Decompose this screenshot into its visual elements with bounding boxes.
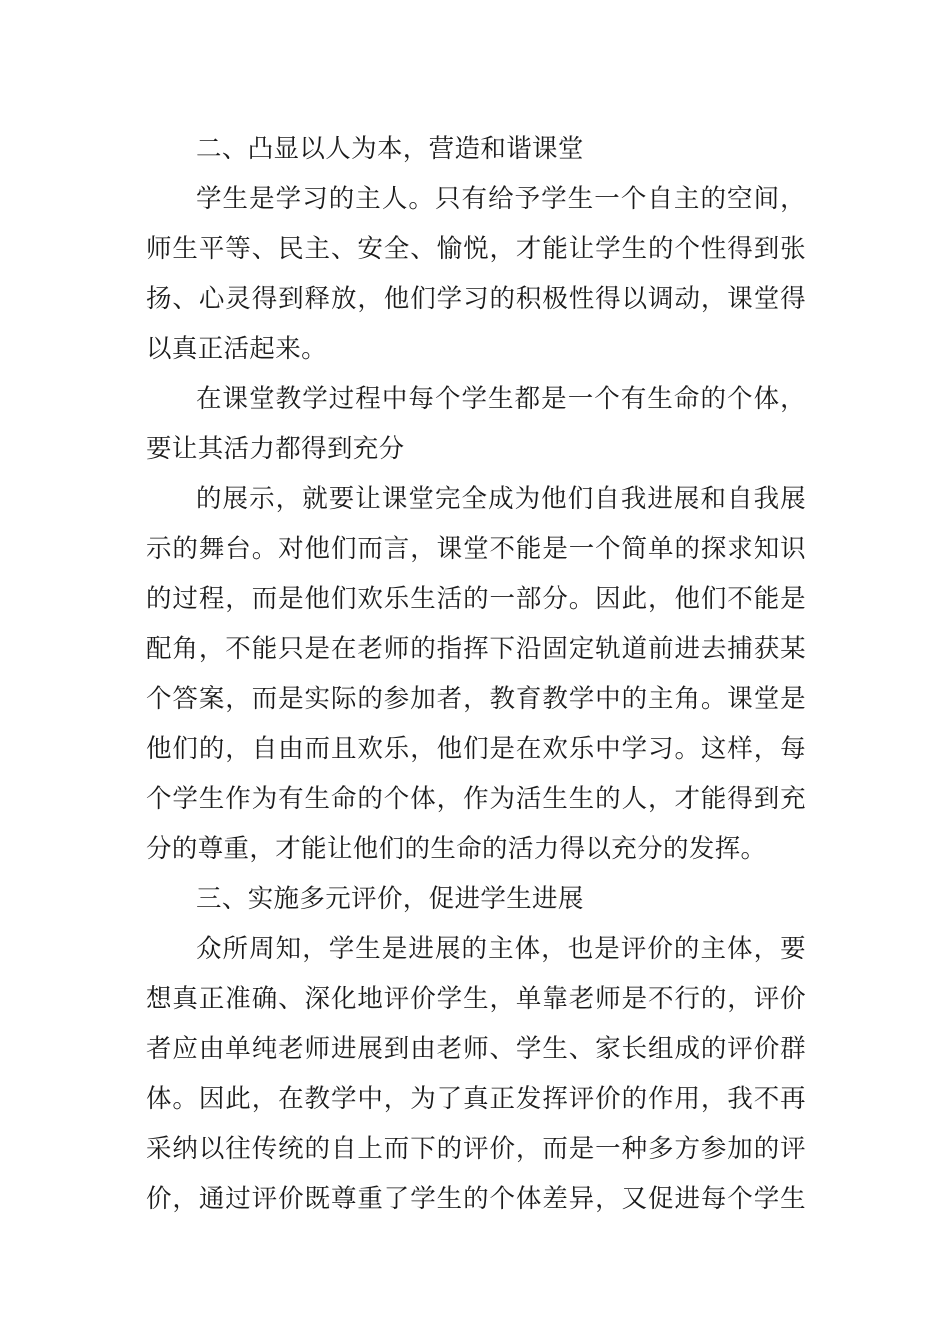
paragraph-line: 个学生作为有生命的个体，作为活生生的人，才能得到充 (146, 784, 806, 814)
paragraph-line: 在课堂教学过程中每个学生都是一个有生命的个体， (196, 384, 806, 414)
paragraph-line: 扬、心灵得到释放，他们学习的积极性得以调动，课堂得 (146, 284, 806, 314)
paragraph-line: 的展示，就要让课堂完全成为他们自我进展和自我展 (196, 484, 806, 514)
paragraph-line: 分的尊重，才能让他们的生命的活力得以充分的发挥。 (146, 834, 767, 864)
paragraph-line: 师生平等、民主、安全、愉悦，才能让学生的个性得到张 (146, 234, 806, 264)
paragraph-line: 体。因此，在教学中，为了真正发挥评价的作用，我不再 (146, 1084, 806, 1114)
paragraph-line: 价，通过评价既尊重了学生的个体差异，又促进每个学生 (146, 1184, 806, 1214)
paragraph-line: 者应由单纯老师进展到由老师、学生、家长组成的评价群 (146, 1034, 806, 1064)
paragraph-line: 想真正准确、深化地评价学生，单靠老师是不行的，评价 (146, 984, 806, 1014)
paragraph-line: 配角，不能只是在老师的指挥下沿固定轨道前进去捕获某 (146, 634, 806, 664)
paragraph-line: 以真正活起来。 (146, 334, 327, 364)
paragraph-line: 采纳以往传统的自上而下的评价，而是一种多方参加的评 (146, 1134, 806, 1164)
section-heading-3: 三、实施多元评价，促进学生进展 (196, 884, 584, 914)
paragraph-line: 学生是学习的主人。只有给予学生一个自主的空间， (196, 184, 806, 214)
paragraph-line: 示的舞台。对他们而言，课堂不能是一个简单的探求知识 (146, 534, 806, 564)
section-heading-2: 二、凸显以人为本，营造和谐课堂 (196, 134, 584, 164)
paragraph-line: 要让其活力都得到充分 (146, 434, 405, 464)
paragraph-line: 众所周知，学生是进展的主体，也是评价的主体，要 (196, 934, 806, 964)
paragraph-line: 的过程，而是他们欢乐生活的一部分。因此，他们不能是 (146, 584, 806, 614)
paragraph-line: 个答案，而是实际的参加者，教育教学中的主角。课堂是 (146, 684, 806, 714)
paragraph-line: 他们的，自由而且欢乐，他们是在欢乐中学习。这样，每 (146, 734, 806, 764)
